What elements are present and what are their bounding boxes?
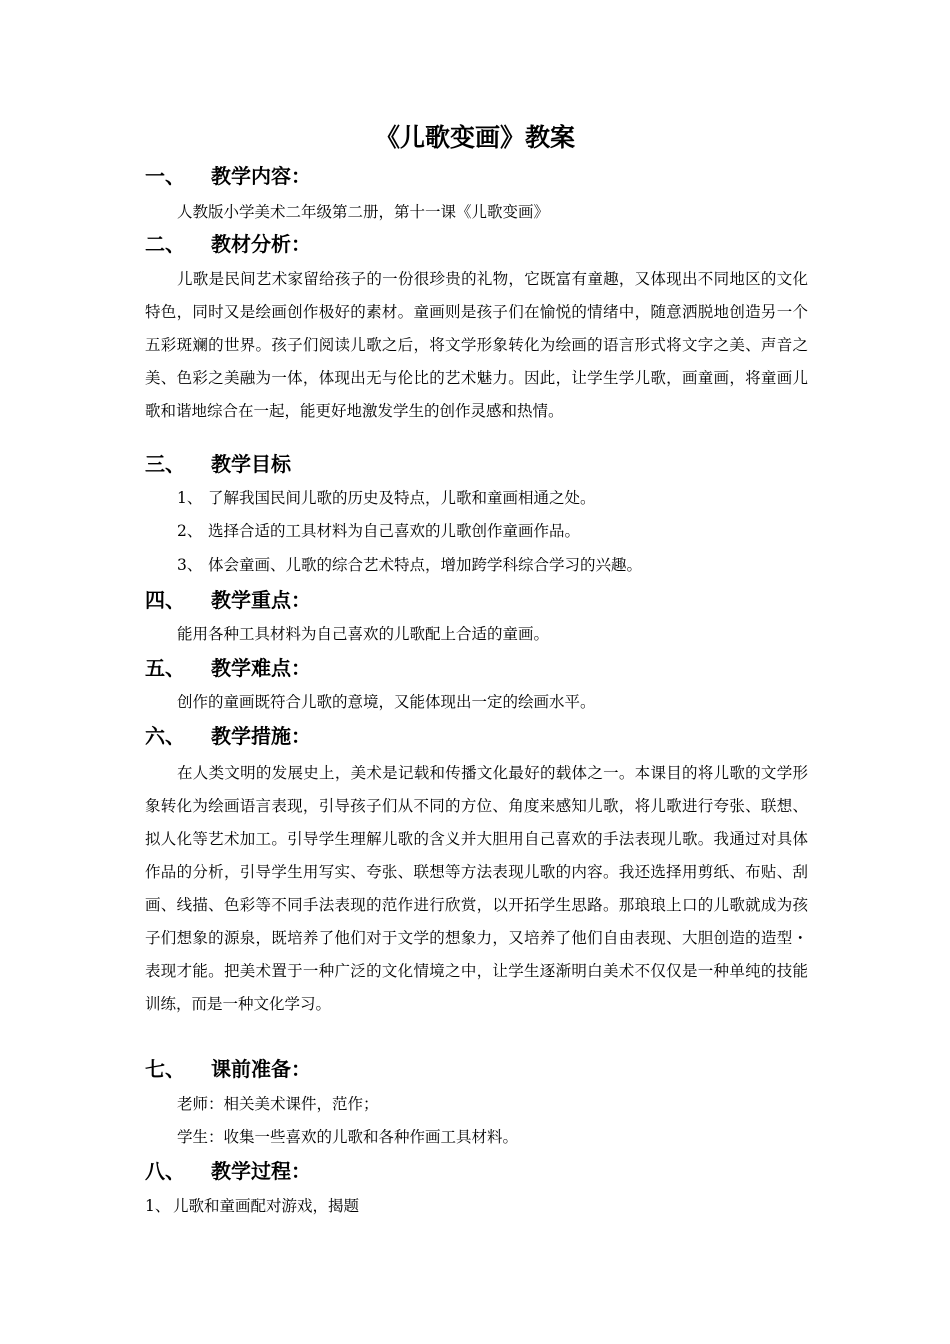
prep-teacher: 老师：相关美术课件，范作； [177, 1095, 379, 1113]
focus-text: 能用各种工具材料为自己喜欢的儿歌配上合适的童画。 [177, 625, 550, 643]
section-number: 五、 [145, 656, 185, 680]
section-title: 教学内容： [211, 164, 311, 188]
section-title: 教学过程： [211, 1159, 311, 1183]
section-number: 六、 [145, 724, 185, 748]
section-heading-difficulty [145, 653, 311, 683]
goal-item: 2、 选择合适的工具材料为自己喜欢的儿歌创作童画作品。 [177, 522, 581, 540]
section-number: 三、 [145, 452, 185, 476]
section-number: 八、 [145, 1159, 185, 1183]
goal-item: 3、 体会童画、儿歌的综合艺术特点，增加跨学科综合学习的兴趣。 [177, 556, 643, 574]
measures-paragraph: 在人类文明的发展史上，美术是记载和传播文化最好的载体之一。本课目的将儿歌的文学形象转化为绘画语言表现，引导孩子们从不同的方位、角度来感知儿歌，将儿歌进行夸张、联想、拟人化等艺术加工。引导学生理解儿歌的含义并大胆用自己喜欢的手法表现儿歌。我通过对具体作品的分析，引导学生用写实、夸张、联想等方法表现儿歌的内容。我还选择用剪纸、布贴、刮画、线描、色彩等不同手法表现的范作进行欣赏，以开拓学生思路。那琅琅上口的儿歌就成为孩子们想象的源泉，既培养了他们对于文学的想象力，又培养了他们自由表现、大胆创造的造型・表现才能。把美术置于一种广泛的文化情境之中，让学生逐渐明白美术不仅仅是一种单纯的技能训练，而是一种文化学习。 [145, 764, 808, 1013]
content-text: 人教版小学美术二年级第二册，第十一课《儿歌变画》 [177, 203, 550, 221]
section-number: 七、 [145, 1057, 185, 1081]
section-heading-prep [145, 1054, 311, 1084]
section-title: 教学重点： [211, 588, 311, 612]
document-title: 《儿歌变画》教案 [374, 123, 575, 152]
section-number: 一、 [145, 164, 185, 188]
section-heading-goals [145, 449, 291, 479]
section-heading-focus [145, 585, 311, 615]
difficulty-text: 创作的童画既符合儿歌的意境，又能体现出一定的绘画水平。 [177, 693, 596, 711]
section-heading-measures [145, 721, 311, 751]
section-title: 教学难点： [211, 656, 311, 680]
section-heading-analysis [145, 229, 311, 259]
process-item: 1、 儿歌和童画配对游戏，揭题 [145, 1197, 360, 1215]
section-title: 课前准备： [211, 1057, 311, 1081]
prep-student: 学生：收集一些喜欢的儿歌和各种作画工具材料。 [177, 1128, 519, 1146]
section-title: 教学目标 [211, 452, 291, 476]
section-number: 四、 [145, 588, 185, 612]
section-heading-process [145, 1156, 311, 1186]
analysis-paragraph: 儿歌是民间艺术家留给孩子的一份很珍贵的礼物，它既富有童趣，又体现出不同地区的文化特色，同时又是绘画创作极好的素材。童画则是孩子们在愉悦的情绪中，随意洒脱地创造另一个五彩斑斓的世界。孩子们阅读儿歌之后，将文学形象转化为绘画的语言形式将文字之美、声音之美、色彩之美融为一体，体现出无与伦比的艺术魅力。因此，让学生学儿歌，画童画，将童画儿歌和谐地综合在一起，能更好地激发学生的创作灵感和热情。 [145, 270, 808, 420]
goal-item: 1、 了解我国民间儿歌的历史及特点，儿歌和童画相通之处。 [177, 489, 596, 507]
section-title: 教材分析： [211, 232, 311, 256]
section-number: 二、 [145, 232, 185, 256]
section-heading-content [145, 161, 311, 191]
section-title: 教学措施： [211, 724, 311, 748]
